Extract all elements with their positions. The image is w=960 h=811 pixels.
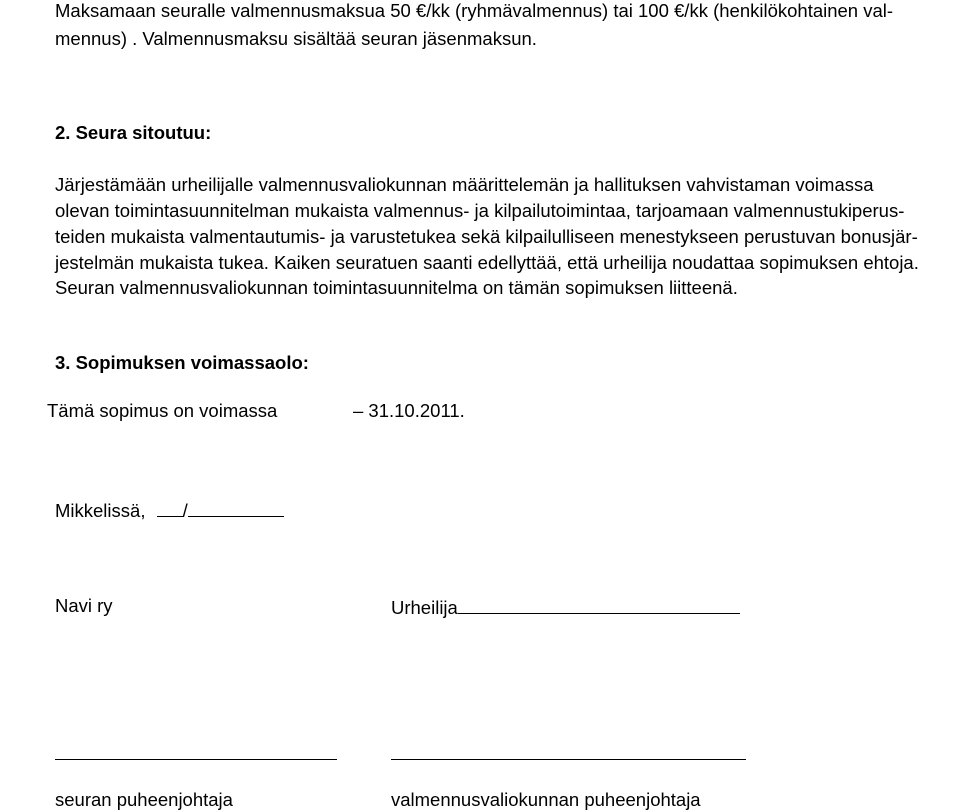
committee-chair-signature-line[interactable] [391,759,746,760]
section-2-heading: 2. Seura sitoutuu: [55,122,212,143]
committee-chair-label: valmennusvaliokunnan puheenjohtaja [391,789,701,810]
place-label: Mikkelissä, [55,500,146,521]
section-3-heading: 3. Sopimuksen voimassaolo: [55,352,309,373]
athlete-label: Urheilija [391,597,458,618]
section-2-line-5: Seuran valmennusvaliokunnan toimintasuunnitelma on tämän sopimuksen liitteenä. [55,277,738,298]
section-2-line-4: jestelmän mukaista tukea. Kaiken seuratuen saanti edellyttää, että urheilija noudattaa sopimuksen ehtoja. [55,252,919,273]
club-name: Navi ry [55,595,113,616]
day-blank[interactable] [157,498,183,517]
validity-date: – 31.10.2011. [353,400,465,421]
chair-label: seuran puheenjohtaja [55,789,233,810]
section-2-line-2: olevan toimintasuunnitelman mukaista valmennus- ja kilpailutoimintaa, tarjoamaan valmennustukiperus- [55,200,905,221]
athlete-signature-line [391,595,740,619]
chair-signature-line[interactable] [55,759,337,760]
athlete-signature-blank[interactable] [458,595,740,614]
section-2-line-1: Järjestämään urheilijalle valmennusvaliokunnan määrittelemän ja hallituksen vahvistaman voimassa [55,174,874,195]
section-2-line-3: teiden mukaista valmentautumis- ja varustetukea sekä kilpailulliseen menestykseen perustuvan bonusjär- [55,226,918,247]
date-separator: / [182,500,188,521]
month-blank[interactable] [188,498,284,517]
validity-text: Tämä sopimus on voimassa [47,400,278,421]
intro-line-1: Maksamaan seuralle valmennusmaksua 50 €/kk (ryhmävalmennus) tai 100 €/kk (henkilökohtainen val- [55,0,894,21]
place-date-line [55,498,284,522]
intro-line-2: mennus) . Valmennusmaksu sisältää seuran jäsenmaksun. [55,28,537,49]
